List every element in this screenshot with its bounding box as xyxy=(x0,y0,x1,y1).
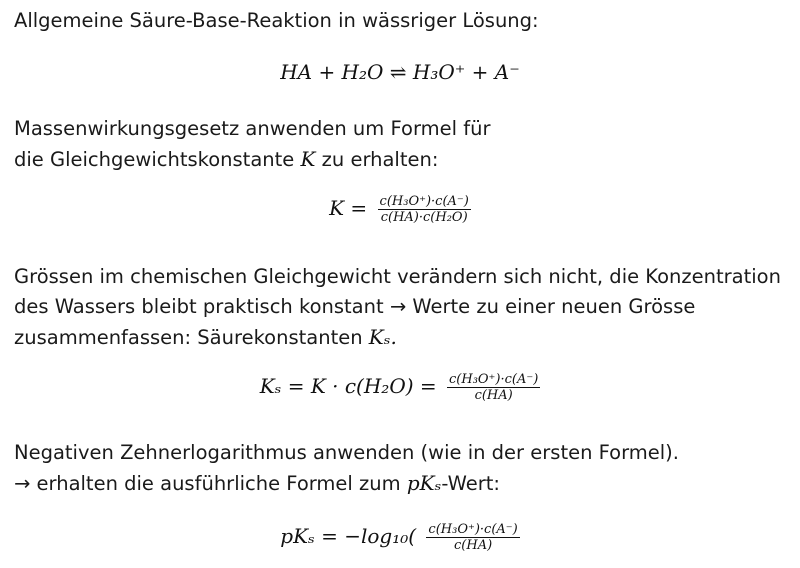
mwg-line-2 xyxy=(14,144,438,175)
k-numerator: c(H₃O⁺)·c(A⁻) xyxy=(379,194,469,209)
k-denominator: c(HA)·c(H₂O) xyxy=(380,210,468,225)
pks-line-2 xyxy=(14,468,500,499)
equilibrium-arrow: ⇌ xyxy=(389,60,407,84)
reaction-lhs: HA + H₂O xyxy=(280,60,384,84)
mwg-symbol-k: K xyxy=(300,147,316,171)
ks-line-3-before: zusammenfassen: Säurekonstanten xyxy=(14,326,363,349)
ks-symbol: Kₛ. xyxy=(368,325,397,349)
k-equation xyxy=(0,194,800,225)
mwg-line-2-after: zu erhalten: xyxy=(321,148,439,171)
mwg-line-2-before: die Gleichgewichtskonstante xyxy=(14,148,295,171)
pks-numerator: c(H₃O⁺)·c(A⁻) xyxy=(428,522,518,537)
k-equation-lhs: K = xyxy=(329,196,368,220)
ks-numerator: c(H₃O⁺)·c(A⁻) xyxy=(449,372,539,387)
reaction-rhs: H₃O⁺ + A⁻ xyxy=(412,60,520,84)
pks-line-2-before: → erhalten die ausführliche Formel zum xyxy=(14,472,401,495)
ks-line-2: des Wassers bleibt praktisch konstant → Werte zu einer neuen Grösse xyxy=(14,295,696,318)
ks-equation xyxy=(0,372,800,403)
ks-line-3 xyxy=(14,322,397,353)
ks-line-1: Grössen im chemischen Gleichgewicht verändern sich nicht, die Konzentration xyxy=(14,265,781,288)
reaction-equation xyxy=(0,60,800,84)
pks-denominator: c(HA) xyxy=(454,538,493,553)
ks-denominator: c(HA) xyxy=(474,388,513,403)
pks-equation-lhs: pKₛ = −log₁₀( xyxy=(280,524,417,548)
pks-fraction xyxy=(426,522,519,553)
pks-equation xyxy=(0,522,800,553)
ks-equation-lhs: Kₛ = K · c(H₂O) = xyxy=(259,374,437,398)
mwg-line-1: Massenwirkungsgesetz anwenden um Formel für xyxy=(14,117,491,140)
pks-symbol: pKₛ xyxy=(406,471,442,495)
ks-fraction xyxy=(447,372,540,403)
pks-line-2-after: -Wert: xyxy=(441,472,500,495)
pks-line-1: Negativen Zehnerlogarithmus anwenden (wie in der ersten Formel). xyxy=(14,441,679,464)
k-fraction xyxy=(378,194,471,225)
heading-text: Allgemeine Säure-Base-Reaktion in wässriger Lösung: xyxy=(14,9,539,32)
